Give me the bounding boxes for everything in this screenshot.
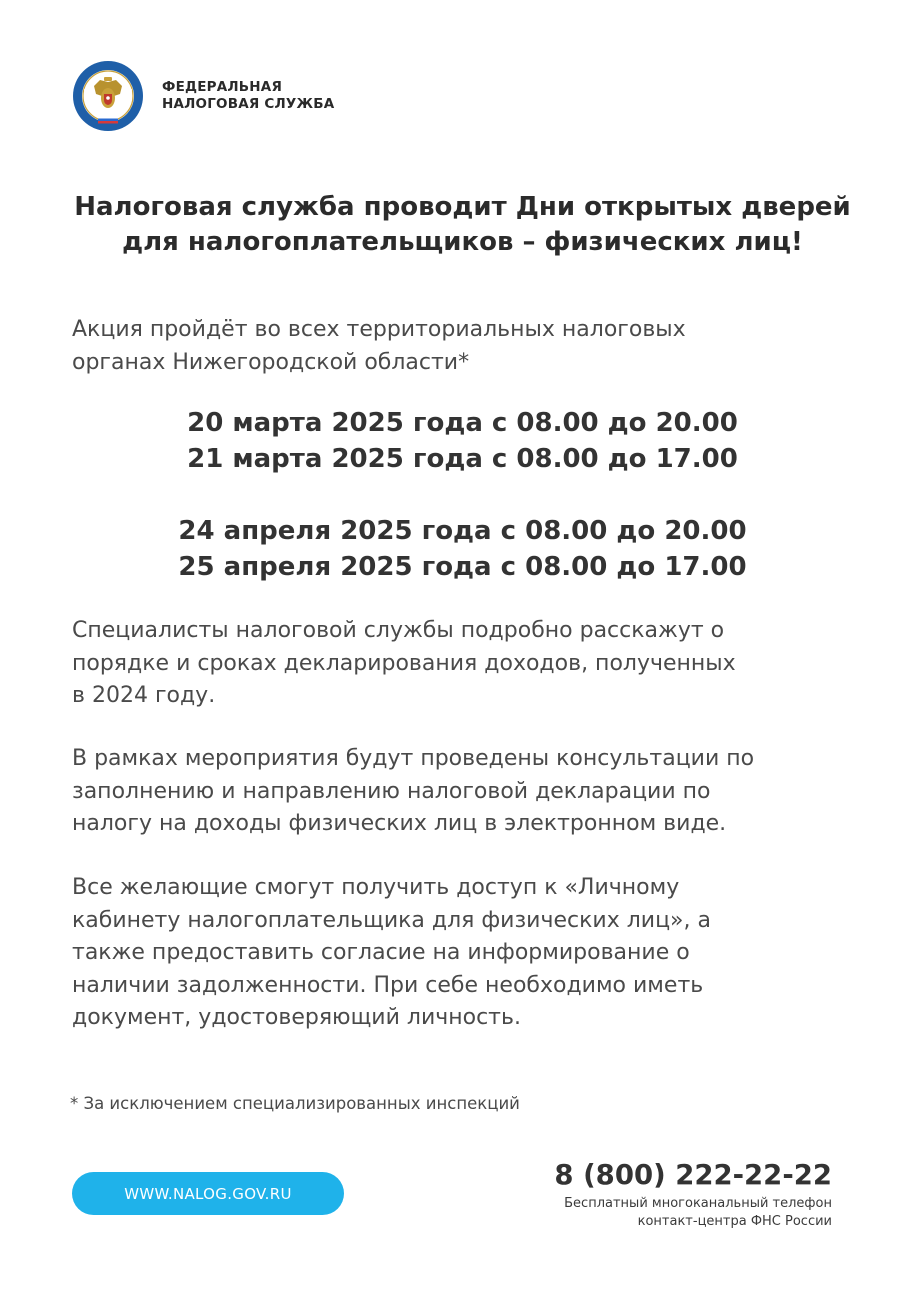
paragraph-line: налогу на доходы физических лиц в электронном виде. bbox=[72, 811, 727, 836]
paragraph-line: заполнению и направлению налоговой декларации по bbox=[72, 778, 711, 804]
date-line: 24 апреля 2025 года с 08.00 до 20.00 bbox=[178, 516, 747, 546]
footnote: * За исключением специализированных инспекций bbox=[70, 1094, 520, 1113]
org-name bbox=[162, 79, 334, 113]
title-line2: для налогоплательщиков – физических лиц! bbox=[122, 227, 803, 257]
date-line: 21 марта 2025 года с 08.00 до 17.00 bbox=[187, 444, 738, 474]
paragraph-line: документ, удостоверяющий личность. bbox=[72, 1005, 521, 1030]
website-link-button[interactable]: WWW.NALOG.GOV.RU bbox=[72, 1172, 344, 1215]
personal-account-paragraph bbox=[72, 872, 852, 1035]
page-title bbox=[40, 190, 885, 260]
date-line: 20 марта 2025 года с 08.00 до 20.00 bbox=[187, 408, 738, 438]
contact-block bbox=[554, 1156, 832, 1231]
title-line1: Налоговая служба проводит Дни открытых дверей bbox=[74, 192, 851, 222]
specialists-paragraph bbox=[72, 615, 852, 713]
phone-note-line2: контакт-центра ФНС России bbox=[637, 1214, 832, 1229]
paragraph-line: порядке и сроках декларирования доходов, полученных bbox=[72, 650, 736, 676]
paragraph-line: В рамках мероприятия будут проведены консультации по bbox=[72, 746, 755, 771]
hotline-phone[interactable]: 8 (800) 222-22-22 bbox=[554, 1159, 832, 1191]
march-dates bbox=[40, 405, 885, 477]
org-name-line2: НАЛОГОВАЯ СЛУЖБА bbox=[162, 96, 335, 112]
date-line: 25 апреля 2025 года с 08.00 до 17.00 bbox=[178, 552, 747, 582]
paragraph-line: кабинету налогоплательщика для физических лиц», а bbox=[72, 907, 711, 933]
paragraph-line: Специалисты налоговой службы подробно расскажут о bbox=[72, 618, 725, 643]
consultations-paragraph bbox=[72, 743, 852, 841]
org-name-line1: ФЕДЕРАЛЬНАЯ bbox=[162, 79, 283, 95]
phone-note-line1: Бесплатный многоканальный телефон bbox=[564, 1196, 832, 1211]
intro-line1: Акция пройдёт во всех территориальных налоговых bbox=[72, 317, 686, 342]
header bbox=[72, 60, 334, 132]
paragraph-line: Все желающие смогут получить доступ к «Личному bbox=[72, 875, 680, 900]
intro-paragraph bbox=[72, 314, 852, 379]
paragraph-line: также предоставить согласие на информирование о bbox=[72, 940, 690, 965]
paragraph-line: в 2024 году. bbox=[72, 683, 216, 708]
fns-emblem-icon bbox=[72, 60, 144, 132]
phone-note bbox=[554, 1195, 832, 1231]
intro-line2: органах Нижегородской области* bbox=[72, 349, 470, 375]
april-dates bbox=[40, 513, 885, 585]
paragraph-line: наличии задолженности. При себе необходимо иметь bbox=[72, 972, 704, 998]
